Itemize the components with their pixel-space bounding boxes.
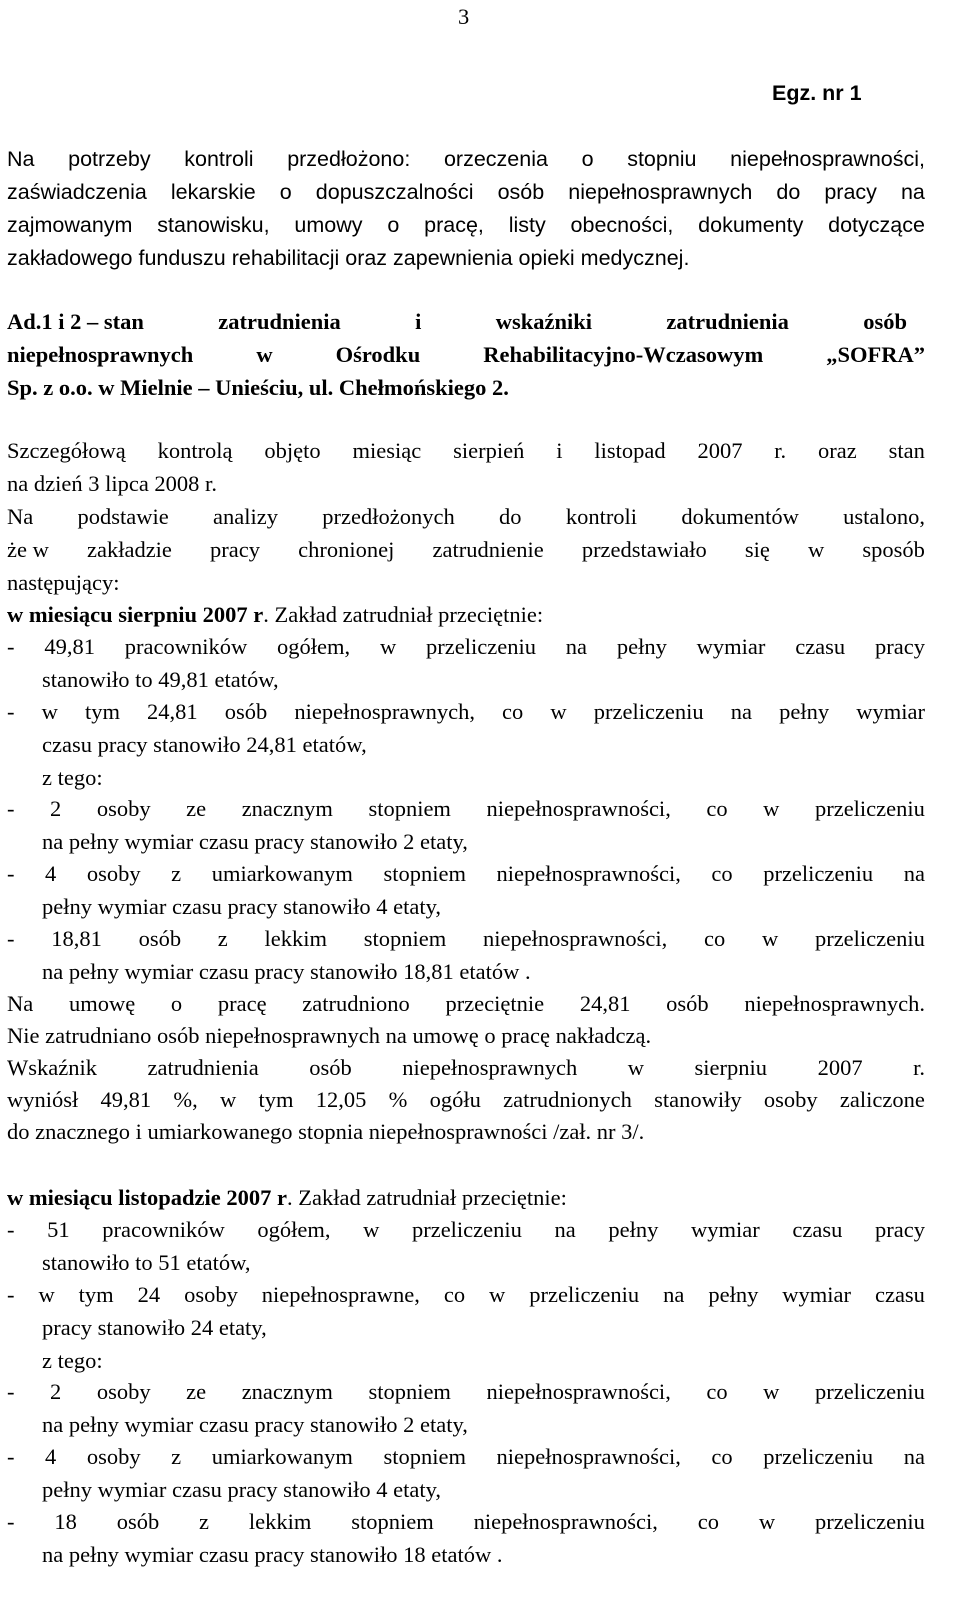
august-sub-3-line-2: na pełny wymiar czasu pracy stanowiło 18,81 etatów . <box>42 959 531 984</box>
word: pracy <box>874 634 925 659</box>
word: stan <box>888 438 925 463</box>
word: Wskaźnik <box>7 1055 97 1080</box>
november-sub-3-line-1 <box>7 1505 925 1539</box>
word: zatrudniono <box>302 991 410 1016</box>
word: - <box>7 634 15 659</box>
word: w <box>220 1087 237 1112</box>
word: analizy <box>213 504 279 529</box>
august-heading-label: w miesiącu sierpniu 2007 r <box>7 602 264 627</box>
august-summary-line-5: do znacznego i umiarkowanego stopnia niepełnosprawności /zał. nr 3/. <box>7 1119 645 1144</box>
word: do <box>499 504 522 529</box>
word: osób <box>497 180 545 204</box>
word: przeliczeniu <box>593 699 704 724</box>
word: - <box>7 699 15 724</box>
example-label: Egz. nr 1 <box>772 81 862 105</box>
word: z <box>171 1444 182 1469</box>
analysis-line-2 <box>7 533 925 567</box>
word: co <box>711 861 733 886</box>
word: przeliczeniu <box>763 861 874 886</box>
word: co <box>711 1444 733 1469</box>
word: osób <box>224 699 268 724</box>
word: 24,81 <box>579 991 631 1016</box>
word: co <box>706 1379 728 1404</box>
word: 4 <box>45 1444 57 1469</box>
word: osób <box>666 991 709 1016</box>
word: - <box>7 796 15 821</box>
word: niepełnosprawnych. <box>744 991 925 1016</box>
word: kontroli <box>565 504 638 529</box>
word: 49,81 <box>44 634 95 659</box>
word: co <box>697 1509 720 1534</box>
word: obecności, <box>570 213 674 237</box>
word: przedłożono: <box>287 147 411 171</box>
word: %, <box>173 1087 198 1112</box>
word: % <box>388 1087 408 1112</box>
scope-line-1 <box>7 434 925 468</box>
november-item-2-line-2: pracy stanowiło 24 etaty, <box>42 1315 267 1340</box>
word: tym <box>258 1087 294 1112</box>
word: na <box>554 1217 576 1242</box>
november-heading-text: . Zakład zatrudniał przeciętnie: <box>286 1185 567 1210</box>
november-sub-2-line-1 <box>7 1440 925 1474</box>
word: że w <box>7 537 49 562</box>
word: przeliczeniu <box>814 926 925 951</box>
word: zakładzie <box>86 537 172 562</box>
intro-line-2 <box>7 175 925 209</box>
word: zatrudnienia <box>666 309 789 334</box>
august-sub-1-line-1 <box>7 792 925 826</box>
word: w <box>763 1379 780 1404</box>
word: potrzeby <box>68 147 151 171</box>
word: pracy <box>874 1217 925 1242</box>
word: umowy <box>294 213 363 237</box>
word: co <box>443 1282 466 1307</box>
word: 4 <box>45 861 57 886</box>
word: lekkim <box>264 926 328 951</box>
word: z <box>217 926 228 951</box>
word: dokumenty <box>698 213 804 237</box>
word: osoby <box>96 1379 151 1404</box>
word: stopniem <box>363 926 447 951</box>
word: wyniósł <box>7 1087 79 1112</box>
word: w <box>363 1217 380 1242</box>
word: przedstawiało <box>581 537 707 562</box>
word: co <box>704 926 726 951</box>
section-heading-line-1 <box>7 305 907 339</box>
word: „SOFRA” <box>826 342 925 367</box>
word: w <box>808 537 825 562</box>
word: ogółu <box>429 1087 481 1112</box>
word: stopniem <box>368 796 451 821</box>
november-sub-2-line-2: pełny wymiar czasu pracy stanowiło 4 etaty, <box>42 1477 442 1502</box>
word: się <box>744 537 770 562</box>
august-item-2-line-1 <box>7 695 925 729</box>
word: - <box>7 1282 15 1307</box>
word: niepełnosprawności, <box>496 861 681 886</box>
word: - <box>7 1379 15 1404</box>
word: 2 <box>50 796 62 821</box>
word: niepełnosprawności, <box>486 1379 671 1404</box>
word: osób <box>863 309 907 334</box>
word: osoby <box>86 1444 141 1469</box>
word: lekkim <box>248 1509 312 1534</box>
word: na <box>903 1444 925 1469</box>
word: niepełnosprawnych <box>568 180 753 204</box>
word: 12,05 <box>315 1087 367 1112</box>
november-sub-3-line-2: na pełny wymiar czasu pracy stanowiło 18 etatów . <box>42 1542 503 1567</box>
word: czasu <box>795 634 846 659</box>
word: niepełnosprawności, <box>486 796 671 821</box>
word: na <box>663 1282 685 1307</box>
intro-line-3 <box>7 208 925 242</box>
word: zatrudnienia <box>147 1055 259 1080</box>
word: w <box>38 1282 55 1307</box>
word: - <box>7 861 15 886</box>
word: niepełnosprawnych <box>402 1055 578 1080</box>
word: w <box>41 699 58 724</box>
word: umiarkowanym <box>211 861 353 886</box>
word: 2 <box>50 1379 62 1404</box>
november-of-which: z tego: <box>42 1348 103 1373</box>
word: umowę <box>68 991 136 1016</box>
word: 24,81 <box>147 699 198 724</box>
word: zatrudnienia <box>218 309 341 334</box>
word: zajmowanym <box>7 213 133 237</box>
word: chronionej <box>298 537 395 562</box>
word: Na <box>7 147 35 171</box>
word: sierpniu <box>694 1055 768 1080</box>
word: o <box>387 213 400 237</box>
word: wymiar <box>696 634 766 659</box>
intro-line-4: zakładowego funduszu rehabilitacji oraz zapewnienia opieki medycznej. <box>7 246 690 270</box>
word: - <box>7 1444 15 1469</box>
word: przeliczeniu <box>814 796 925 821</box>
word: pracy <box>210 537 261 562</box>
november-item-1-line-1 <box>7 1213 925 1247</box>
word: stopniem <box>383 861 466 886</box>
word: 18 <box>54 1509 77 1534</box>
section-heading-line-2 <box>7 338 925 372</box>
word: wymiar <box>782 1282 852 1307</box>
word: zaświadczenia <box>7 180 147 204</box>
word: znacznym <box>241 796 333 821</box>
word: w <box>256 342 273 367</box>
word: Ośrodku <box>335 342 421 367</box>
word: z <box>199 1509 210 1534</box>
word: Szczegółową <box>7 438 126 463</box>
word: sierpień <box>453 438 525 463</box>
word: przedłożonych <box>322 504 455 529</box>
november-heading <box>7 1181 567 1215</box>
word: niepełnosprawności, <box>482 926 668 951</box>
word: wskaźniki <box>495 309 593 334</box>
word: niepełnosprawnych, <box>294 699 475 724</box>
word: przeliczeniu <box>529 1282 640 1307</box>
august-sub-1-line-2: na pełny wymiar czasu pracy stanowiło 2 etaty, <box>42 829 468 854</box>
august-heading <box>7 598 543 632</box>
word: Na <box>7 991 34 1016</box>
word: i <box>556 438 563 463</box>
word: stanowisku, <box>157 213 270 237</box>
word: - <box>7 1509 15 1534</box>
august-summary-line-3 <box>7 1051 925 1085</box>
word: 49,81 <box>100 1087 152 1112</box>
august-sub-3-line-1 <box>7 922 925 956</box>
word: r. <box>774 438 787 463</box>
word: niepełnosprawności, <box>496 1444 681 1469</box>
word: Rehabilitacyjno-Wczasowym <box>483 342 764 367</box>
word: przeliczeniu <box>814 1509 925 1534</box>
august-item-1-line-1 <box>7 630 925 664</box>
word: na <box>730 699 753 724</box>
august-of-which: z tego: <box>42 765 103 790</box>
word: przeliczeniu <box>411 1217 522 1242</box>
word: 51 <box>47 1217 70 1242</box>
word: o <box>279 180 292 204</box>
word: dotyczące <box>828 213 925 237</box>
word: w <box>627 1055 645 1080</box>
august-summary-line-1 <box>7 987 925 1021</box>
word: przeliczeniu <box>426 634 536 659</box>
word: pełny <box>616 634 667 659</box>
word: pracowników <box>102 1217 225 1242</box>
word: do <box>776 180 801 204</box>
word: stopniem <box>351 1509 434 1534</box>
word: r. <box>913 1055 925 1080</box>
word: niepełnosprawne, <box>261 1282 420 1307</box>
word: ze <box>186 1379 207 1404</box>
word: na <box>903 861 925 886</box>
word: co <box>706 796 728 821</box>
word: 24 <box>137 1282 161 1307</box>
word: objęto <box>264 438 321 463</box>
word: Ad.1 i 2 – stan <box>7 309 144 334</box>
word: lekarskie <box>170 180 256 204</box>
august-summary-line-4 <box>7 1083 925 1117</box>
august-sub-2-line-1 <box>7 857 925 891</box>
word: pracę <box>217 991 267 1016</box>
word: podstawie <box>77 504 169 529</box>
word: 2007 <box>697 438 743 463</box>
word: osoby <box>86 861 141 886</box>
word: osoby <box>763 1087 818 1112</box>
word: dopuszczalności <box>315 180 474 204</box>
word: Na <box>7 504 34 529</box>
word: w <box>550 699 567 724</box>
word: stopniem <box>383 1444 466 1469</box>
word: niepełnosprawności, <box>730 147 925 171</box>
word: przeliczeniu <box>763 1444 874 1469</box>
word: znacznym <box>241 1379 333 1404</box>
word: listopad <box>594 438 666 463</box>
word: o <box>581 147 594 171</box>
word: oraz <box>818 438 857 463</box>
word: umiarkowanym <box>211 1444 353 1469</box>
analysis-line-3: następujący: <box>7 570 120 595</box>
word: i <box>415 309 422 334</box>
word: tym <box>78 1282 114 1307</box>
word: w <box>761 926 779 951</box>
word: - <box>7 926 15 951</box>
analysis-line-1 <box>7 500 925 534</box>
word: stanowiły <box>654 1087 742 1112</box>
november-sub-1-line-2: na pełny wymiar czasu pracy stanowiło 2 etaty, <box>42 1412 468 1437</box>
word: ogółem, <box>277 634 351 659</box>
august-item-1-line-2: stanowiło to 49,81 etatów, <box>42 667 279 692</box>
word: ze <box>186 796 207 821</box>
word: miesiąc <box>352 438 422 463</box>
word: - <box>7 1217 15 1242</box>
word: kontroli <box>184 147 254 171</box>
word: osób <box>116 1509 160 1534</box>
word: pełny <box>708 1282 759 1307</box>
august-sub-2-line-2: pełny wymiar czasu pracy stanowiło 4 etaty, <box>42 894 442 919</box>
page-number: 3 <box>458 4 470 29</box>
word: ustalono, <box>843 504 925 529</box>
word: wymiar <box>691 1217 760 1242</box>
word: orzeczenia <box>443 147 548 171</box>
word: w <box>489 1282 506 1307</box>
word: zaliczone <box>839 1087 925 1112</box>
word: osoby <box>184 1282 238 1307</box>
word: dokumentów <box>681 504 799 529</box>
word: kontrolą <box>157 438 233 463</box>
word: z <box>171 861 182 886</box>
word: w <box>758 1509 776 1534</box>
november-item-1-line-2: stanowiło to 51 etatów, <box>42 1250 251 1275</box>
august-summary-line-2: Nie zatrudniano osób niepełnosprawnych na umowę o pracę nakładczą. <box>7 1023 652 1048</box>
word: tym <box>84 699 120 724</box>
word: czasu <box>792 1217 843 1242</box>
intro-line-1 <box>7 142 925 176</box>
word: 2007 <box>817 1055 863 1080</box>
november-sub-1-line-1 <box>7 1375 925 1409</box>
word: przeciętnie <box>445 991 545 1016</box>
word: niepełnosprawności, <box>473 1509 658 1534</box>
word: w <box>379 634 397 659</box>
word: pełny <box>608 1217 659 1242</box>
word: ogółem, <box>257 1217 331 1242</box>
august-item-2-line-2: czasu pracy stanowiło 24,81 etatów, <box>42 732 367 757</box>
section-heading-line-3: Sp. z o.o. w Mielnie – Unieściu, ul. Chełmońskiego 2. <box>7 375 509 400</box>
word: o <box>170 991 183 1016</box>
word: osób <box>309 1055 352 1080</box>
word: przeliczeniu <box>814 1379 925 1404</box>
word: na <box>565 634 588 659</box>
word: stopniem <box>368 1379 451 1404</box>
word: niepełnosprawnych <box>7 342 194 367</box>
word: pełny <box>779 699 830 724</box>
word: osób <box>138 926 182 951</box>
word: sposób <box>862 537 925 562</box>
word: wymiar <box>856 699 925 724</box>
word: co <box>502 699 524 724</box>
word: czasu <box>874 1282 925 1307</box>
word: stopniu <box>627 147 697 171</box>
word: pracy <box>824 180 877 204</box>
word: w <box>763 796 780 821</box>
word: pracowników <box>124 634 248 659</box>
word: osoby <box>96 796 151 821</box>
november-heading-label: w miesiącu listopadzie 2007 r <box>7 1185 287 1210</box>
word: zatrudnienie <box>432 537 544 562</box>
august-heading-text: . Zakład zatrudniał przeciętnie: <box>263 602 544 627</box>
scope-line-2: na dzień 3 lipca 2008 r. <box>7 471 217 496</box>
word: pracę, <box>424 213 484 237</box>
word: zatrudnionych <box>503 1087 632 1112</box>
word: 18,81 <box>51 926 102 951</box>
november-item-2-line-1 <box>7 1278 925 1312</box>
word: listy <box>508 213 546 237</box>
word: na <box>900 180 925 204</box>
